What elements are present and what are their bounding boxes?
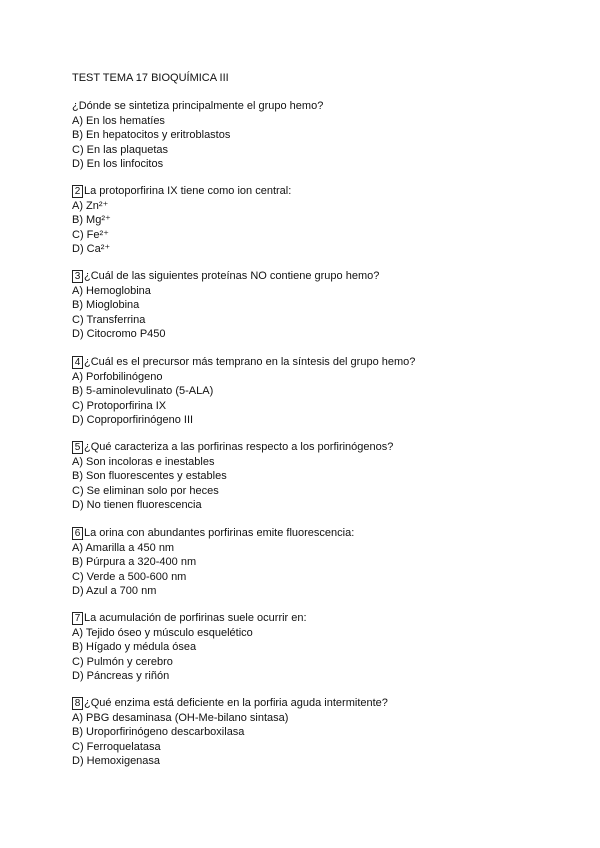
option-d: D) Coproporfirinógeno III [72, 414, 194, 427]
option-c: C) Verde a 500-600 nm [72, 570, 187, 583]
question-text: ¿Cuál es el precursor más temprano en la síntesis del grupo hemo? [84, 356, 416, 368]
option-b: B) Mg²⁺ [72, 214, 111, 227]
question-text: La acumulación de porfirinas suele ocurrir en: [84, 612, 307, 624]
question-text: ¿Cuál de las siguientes proteínas NO contiene grupo hemo? [84, 270, 380, 282]
option-d: D) Hemoxigenasa [72, 755, 161, 768]
question-text: ¿Dónde se sintetiza principalmente el grupo hemo? [72, 100, 324, 112]
document-title: TEST TEMA 17 BIOQUÍMICA III [72, 72, 229, 84]
question-text: ¿Qué caracteriza a las porfirinas respecto a los porfirinógenos? [84, 441, 394, 453]
question-number-box: 6 [72, 527, 83, 540]
option-b: B) Púrpura a 320-400 nm [72, 556, 197, 569]
option-c: C) Se eliminan solo por heces [72, 484, 219, 497]
option-d: D) No tienen fluorescencia [72, 499, 202, 512]
question-2 [72, 184, 542, 257]
option-c: C) Pulmón y cerebro [72, 655, 173, 668]
option-c: C) Ferroquelatasa [72, 740, 161, 753]
option-a: A) Amarilla a 450 nm [72, 541, 175, 554]
option-a: A) Porfobilinógeno [72, 370, 163, 383]
question-number-box: 4 [72, 356, 83, 369]
question-8 [72, 696, 542, 769]
question-text: ¿Qué enzima está deficiente en la porfiria aguda intermitente? [84, 697, 388, 709]
option-d: D) En los linfocitos [72, 158, 164, 171]
option-b: B) Son fluorescentes y estables [72, 470, 227, 483]
option-a: A) Hemoglobina [72, 284, 151, 297]
option-a: A) Zn²⁺ [72, 199, 109, 212]
question-number-box: 8 [72, 697, 83, 710]
option-b: B) Uroporfirinógeno descarboxilasa [72, 726, 245, 739]
option-b: B) Hígado y médula ósea [72, 641, 197, 654]
option-c: C) Fe²⁺ [72, 228, 109, 241]
question-6 [72, 526, 542, 599]
option-c: C) Protoporfirina IX [72, 399, 167, 412]
question-7 [72, 611, 542, 684]
question-text: La orina con abundantes porfirinas emite fluorescencia: [84, 527, 355, 539]
option-b: B) 5-aminolevulinato (5-ALA) [72, 385, 214, 398]
option-b: B) En hepatocitos y eritroblastos [72, 129, 231, 142]
question-1 [72, 99, 542, 172]
question-3 [72, 269, 542, 342]
option-b: B) Mioglobina [72, 299, 140, 312]
question-text: La protoporfirina IX tiene como ion central: [84, 185, 292, 197]
option-d: D) Azul a 700 nm [72, 585, 157, 598]
option-d: D) Citocromo P450 [72, 328, 166, 341]
question-number-box: 2 [72, 185, 83, 198]
question-number-box: 5 [72, 441, 83, 454]
option-a: A) En los hematíes [72, 114, 165, 127]
question-4 [72, 355, 542, 428]
question-number-box: 3 [72, 270, 83, 283]
option-c: C) Transferrina [72, 313, 146, 326]
question-number-box: 7 [72, 612, 83, 625]
option-d: D) Páncreas y riñón [72, 670, 170, 683]
question-5 [72, 440, 542, 513]
option-a: A) Son incoloras e inestables [72, 455, 215, 468]
option-a: A) PBG desaminasa (OH-Me-bilano sintasa) [72, 711, 289, 724]
option-c: C) En las plaquetas [72, 143, 168, 156]
option-d: D) Ca²⁺ [72, 243, 111, 256]
option-a: A) Tejido óseo y músculo esquelético [72, 626, 253, 639]
